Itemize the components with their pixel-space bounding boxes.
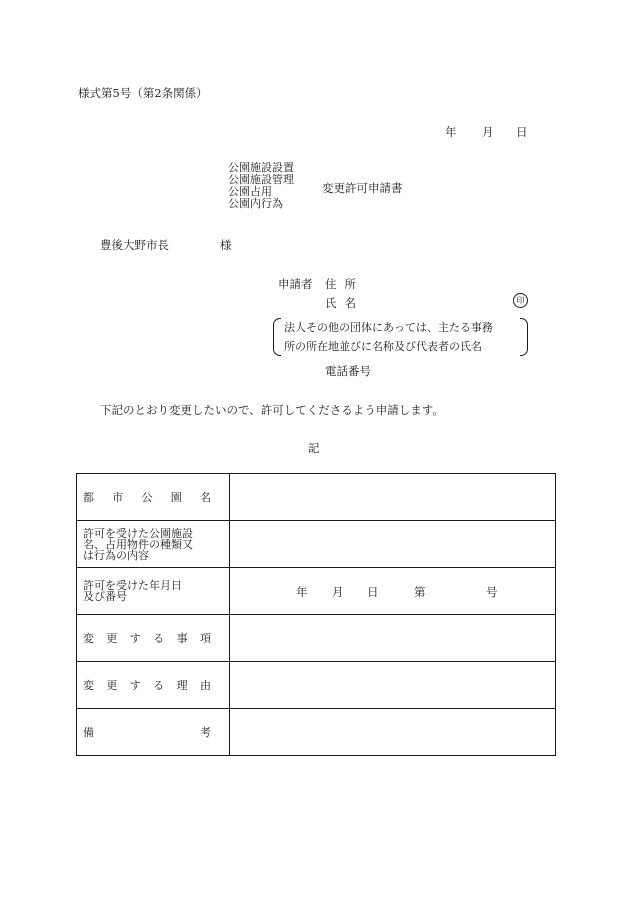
row-label-permitted-content xyxy=(77,521,230,568)
label-char: 名 xyxy=(200,490,211,504)
label-char: 市 xyxy=(112,490,124,504)
phone-label: 電話番号 xyxy=(325,364,371,378)
corporate-note xyxy=(284,318,493,356)
permit-year-label: 年 xyxy=(296,585,308,599)
date-year-label: 年 xyxy=(445,125,457,139)
title-option: 公園内行為 xyxy=(228,197,283,210)
label-char: 由 xyxy=(199,678,211,692)
title-option: 公園施設設置 xyxy=(228,161,294,174)
label-char: 理 xyxy=(176,678,188,692)
table-row xyxy=(77,568,556,615)
row-label-change-item xyxy=(77,615,230,662)
name-label: 氏名 xyxy=(325,296,364,310)
value-permit-date-number[interactable] xyxy=(230,568,556,615)
title-option: 公園占用 xyxy=(228,185,272,198)
label-char: す xyxy=(129,678,141,692)
table-row xyxy=(77,615,556,662)
seal-mark: 印 xyxy=(513,293,528,308)
addressee-name: 豊後大野市長 xyxy=(100,238,169,252)
permit-month-label: 月 xyxy=(332,585,344,599)
corporate-note-line: 所の所在地並びに名称及び代表者の氏名 xyxy=(284,340,482,353)
row-label-remarks xyxy=(77,709,230,756)
label-char: 園 xyxy=(170,490,182,504)
permit-day-label: 日 xyxy=(367,585,379,599)
label-char: 都 xyxy=(83,490,94,504)
label-char: 変 xyxy=(83,678,94,692)
label-char: 変 xyxy=(83,631,94,645)
value-remarks[interactable] xyxy=(230,709,556,756)
applicant-label: 申請者 xyxy=(278,277,313,291)
value-change-item[interactable] xyxy=(230,615,556,662)
table-row xyxy=(77,521,556,568)
label-char: 事 xyxy=(176,631,188,645)
label-line: 及び番号 xyxy=(83,590,127,603)
ki-heading: 記 xyxy=(308,441,320,455)
addressee-suffix: 様 xyxy=(220,238,232,252)
date-day-label: 日 xyxy=(516,125,528,139)
label-char: す xyxy=(129,631,141,645)
label-char: 公 xyxy=(141,490,153,504)
label-char: 更 xyxy=(106,631,118,645)
label-line: は行為の内容 xyxy=(83,548,149,562)
label-char: 備 xyxy=(83,725,94,739)
table-row xyxy=(77,474,556,521)
permit-dai-label: 第 xyxy=(414,585,426,599)
table-row xyxy=(77,709,556,756)
value-permitted-content[interactable] xyxy=(230,521,556,568)
row-label-change-reason xyxy=(77,662,230,709)
title-option: 公園施設管理 xyxy=(228,173,294,186)
application-table xyxy=(76,473,556,756)
address-label: 住所 xyxy=(325,277,364,291)
bracket-left xyxy=(273,318,281,356)
label-char: 考 xyxy=(200,725,211,739)
value-park-name[interactable] xyxy=(230,474,556,521)
value-change-reason[interactable] xyxy=(230,662,556,709)
label-line: 名、占用物件の種類又 xyxy=(83,537,193,551)
table-row xyxy=(77,662,556,709)
label-char: 更 xyxy=(106,678,118,692)
form-number-label: 様式第5号（第2条関係） xyxy=(78,86,208,100)
row-label-permit-date-number xyxy=(77,568,230,615)
label-char: る xyxy=(153,631,165,645)
request-statement: 下記のとおり変更したいので、許可してくださるよう申請します。 xyxy=(100,403,444,417)
row-label-park-name xyxy=(77,474,230,521)
label-char: 項 xyxy=(199,631,211,645)
date-month-label: 月 xyxy=(482,125,494,139)
document-title: 変更許可申請書 xyxy=(322,181,403,195)
bracket-right xyxy=(520,318,528,356)
label-char: る xyxy=(153,678,165,692)
corporate-note-line: 法人その他の団体にあっては、主たる事務 xyxy=(284,321,493,334)
label-line: 許可を受けた公園施設 xyxy=(83,526,193,540)
permit-go-label: 号 xyxy=(486,585,498,599)
label-line: 許可を受けた年月日 xyxy=(83,579,182,592)
title-options xyxy=(228,162,294,210)
